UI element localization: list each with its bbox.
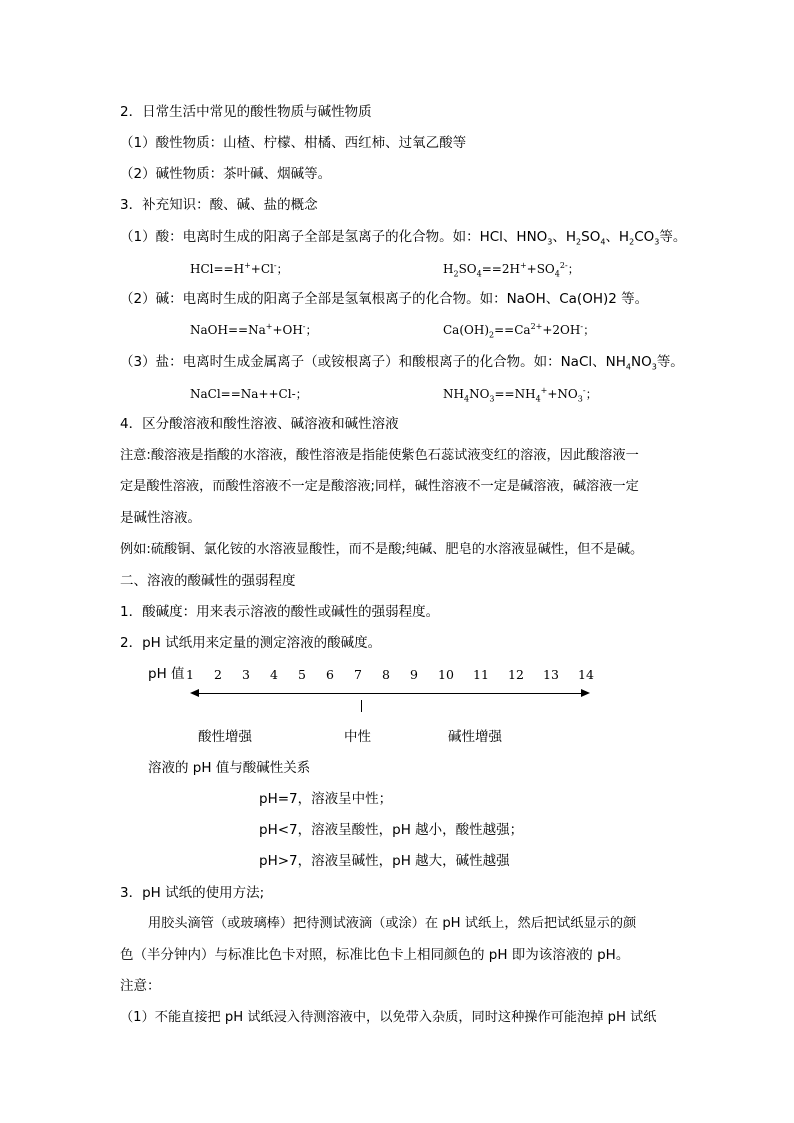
ph-usage-title: 3．pH 试纸的使用方法; [120,885,265,901]
relation-basic: pH>7，溶液呈碱性，pH 越大，碱性越强 [259,853,510,869]
section-two-title: 二、溶液的酸碱性的强弱程度 [120,573,296,589]
ph-tick-label: 3 [242,667,250,682]
note-line-2: 定是酸性溶液，而酸性溶液不一定是酸溶液;同样，碱性溶液不一定是碱溶液，碱溶液一定 [120,479,639,494]
base-definition: （2）碱：电离时生成的阳离子全部是氢氧根离子的化合物。如：NaOH、Ca(OH)2 等。 [120,291,649,307]
ph-scale-label: pH 值 [148,666,185,682]
section-4-title: 4．区分酸溶液和酸性溶液、碱溶液和碱性溶液 [120,416,399,432]
ph-tick-label: 9 [410,667,418,682]
base-equation-naoh: NaOH==Na++OH-； [190,322,318,337]
salt-equation-nacl: NaCl==Na++Cl-； [190,387,308,401]
acid-definition: （1）酸：电离时生成的阳离子全部是氢离子的化合物。如：HCl、$HNO_3$、$H_2SO_4$、$H_2CO_3$等。 [120,229,687,247]
basic-substances: （2）碱性物质：茶叶碱、烟碱等。 [120,166,332,182]
section-3-title: 3．补充知识：酸、碱、盐的概念 [120,197,318,213]
ph-tick-label: 11 [473,667,489,682]
ph-tick-label: 10 [438,667,454,682]
ph-tick-label: 4 [270,667,278,682]
acid-equation-h2so4: $H_2SO_4==2H^++SO_4^{2-}$； [443,261,580,279]
relation-neutral: pH=7，溶液呈中性； [259,791,393,807]
example-line: 例如:硫酸铜、氯化铵的水溶液显酸性，而不是酸;纯碱、肥皂的水溶液显碱性，但不是碱。 [120,542,644,557]
neutral-label: 中性 [344,729,371,745]
acid-equation-hcl: HCl==H++Cl-； [190,261,289,276]
salt-equation-nh4no3: $NH_4NO_3==NH_4^++NO_3^-$； [443,386,598,404]
relation-acidic: pH<7，溶液呈酸性，pH 越小，酸性越强； [259,822,524,838]
ph-tick-label: 1 [186,667,194,682]
note-line-1: 注意:酸溶液是指酸的水溶液，酸性溶液是指能使紫色石蕊试液变红的溶液，因此酸溶液一 [120,448,639,463]
ph-tick-label: 6 [326,667,334,682]
ph-tick-label: 5 [298,667,306,682]
ph-axis-line [196,693,582,694]
acidity-definition: 1．酸碱度：用来表示溶液的酸性或碱性的强弱程度。 [120,604,440,620]
ph-tick-label: 13 [543,667,559,682]
section-2-title: 2．日常生活中常见的酸性物质与碱性物质 [120,104,372,120]
note-line-3: 是碱性溶液。 [120,510,201,526]
neutral-tick [361,700,362,712]
usage-line-1: 用胶头滴管（或玻璃棒）把待测试液滴（或涂）在 pH 试纸上，然后把试纸显示的颜 [148,916,637,931]
note-heading: 注意： [120,978,161,994]
usage-line-2: 色（半分钟内）与标准比色卡对照，标准比色卡上相同颜色的 pH 即为该溶液的 pH。 [120,947,630,963]
ph-paper-usage: 2．pH 试纸用来定量的测定溶液的酸碱度。 [120,635,382,651]
ph-tick-label: 7 [354,667,362,682]
ph-tick-label: 12 [508,667,524,682]
acid-increase-label: 酸性增强 [198,729,252,745]
base-equation-caoh2: $Ca(OH)_2==Ca^{2+}+2OH^-$； [443,322,596,340]
acidic-substances: （1）酸性物质：山楂、柠檬、柑橘、西红柿、过氧乙酸等 [120,135,467,151]
base-increase-label: 碱性增强 [448,729,502,745]
ph-tick-label: 8 [382,667,390,682]
salt-definition: （3）盐：电离时生成金属离子（或铵根离子）和酸根离子的化合物。如：NaCl、$NH_4NO_3$等。 [120,354,684,372]
note-item-1: （1）不能直接把 pH 试纸浸入待测溶液中，以免带入杂质，同时这种操作可能泡掉 pH 试纸 [120,1010,657,1025]
ph-tick-label: 2 [214,667,222,682]
ph-tick-label: 14 [578,667,594,682]
relation-title: 溶液的 pH 值与酸碱性关系 [148,760,311,776]
right-arrowhead [581,689,590,697]
